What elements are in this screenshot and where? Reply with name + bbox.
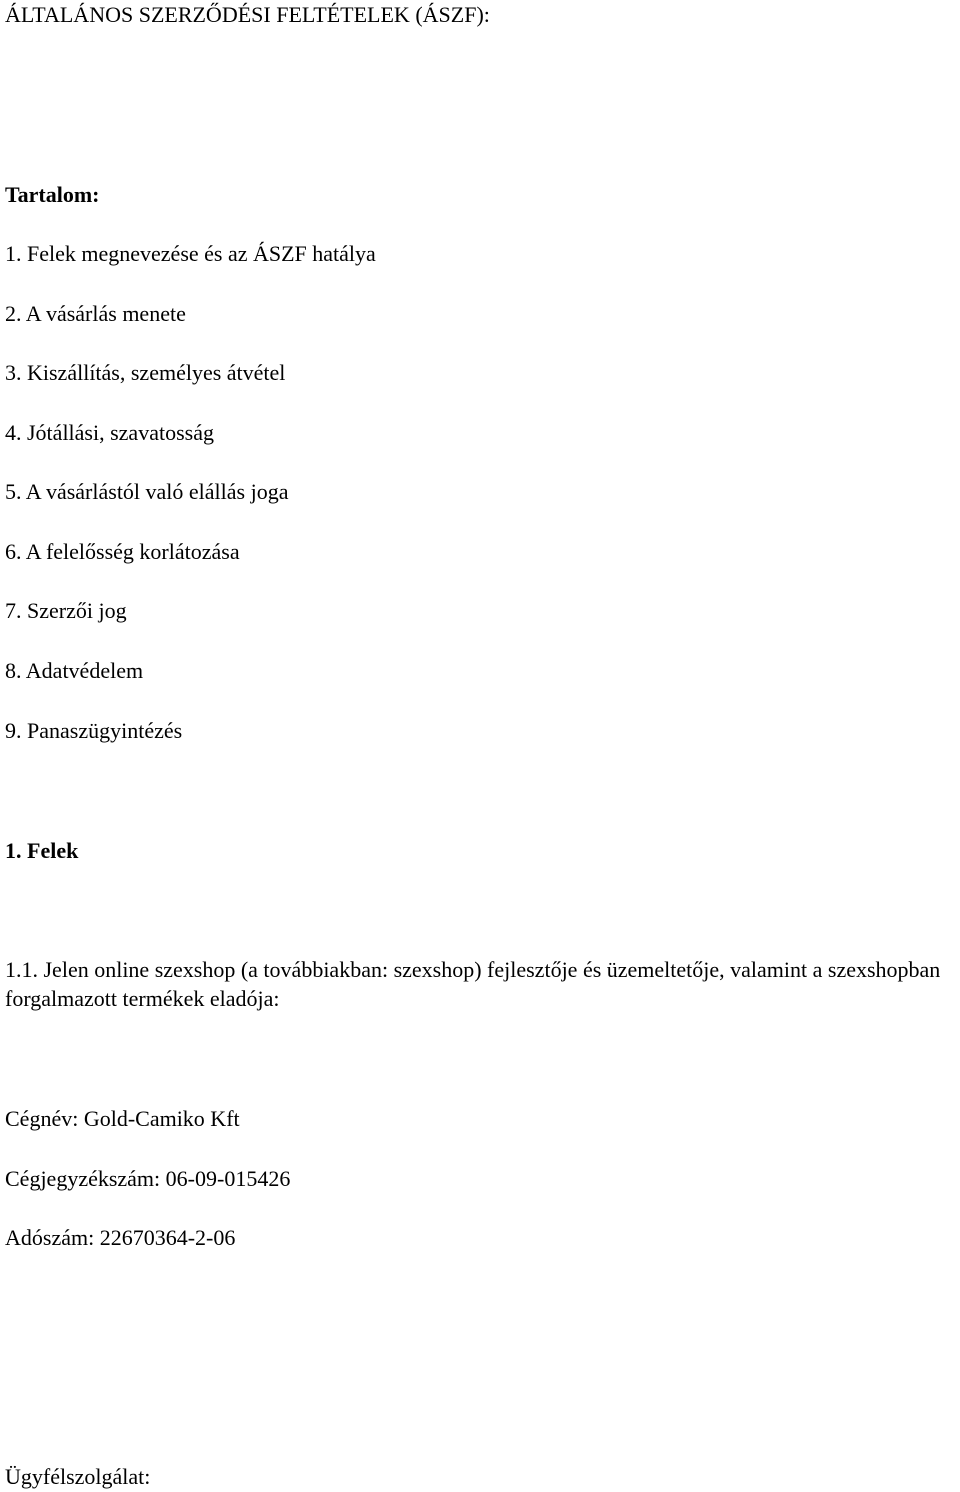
toc-heading: Tartalom:: [5, 182, 100, 207]
toc-item: 9. Panaszügyintézés: [5, 718, 183, 743]
toc-item: 3. Kiszállítás, személyes átvétel: [5, 360, 286, 385]
section-heading: 1. Felek: [5, 838, 79, 863]
company-name: Cégnév: Gold-Camiko Kft: [5, 1106, 240, 1131]
document-title: ÁLTALÁNOS SZERZŐDÉSI FELTÉTELEK (ÁSZF):: [5, 2, 490, 27]
company-registration-number: Cégjegyzékszám: 06-09-015426: [5, 1166, 291, 1191]
toc-item: 6. A felelősség korlátozása: [5, 539, 240, 564]
toc-item: 8. Adatvédelem: [5, 658, 144, 683]
toc-item: 5. A vásárlástól való elállás joga: [5, 479, 289, 504]
customer-service-label: Ügyfélszolgálat:: [5, 1464, 151, 1489]
toc-item: 1. Felek megnevezése és az ÁSZF hatálya: [5, 241, 376, 266]
toc-item: 4. Jótállási, szavatosság: [5, 420, 214, 445]
toc-item: 7. Szerzői jog: [5, 598, 127, 623]
toc-item: 2. A vásárlás menete: [5, 301, 186, 326]
section-paragraph: 1.1. Jelen online szexshop (a továbbiakban: szexshop) fejlesztője és üzemeltetője, valamint a szexshopban forgalmazott termékek eladója:: [5, 957, 941, 1011]
company-tax-number: Adószám: 22670364-2-06: [5, 1225, 236, 1250]
